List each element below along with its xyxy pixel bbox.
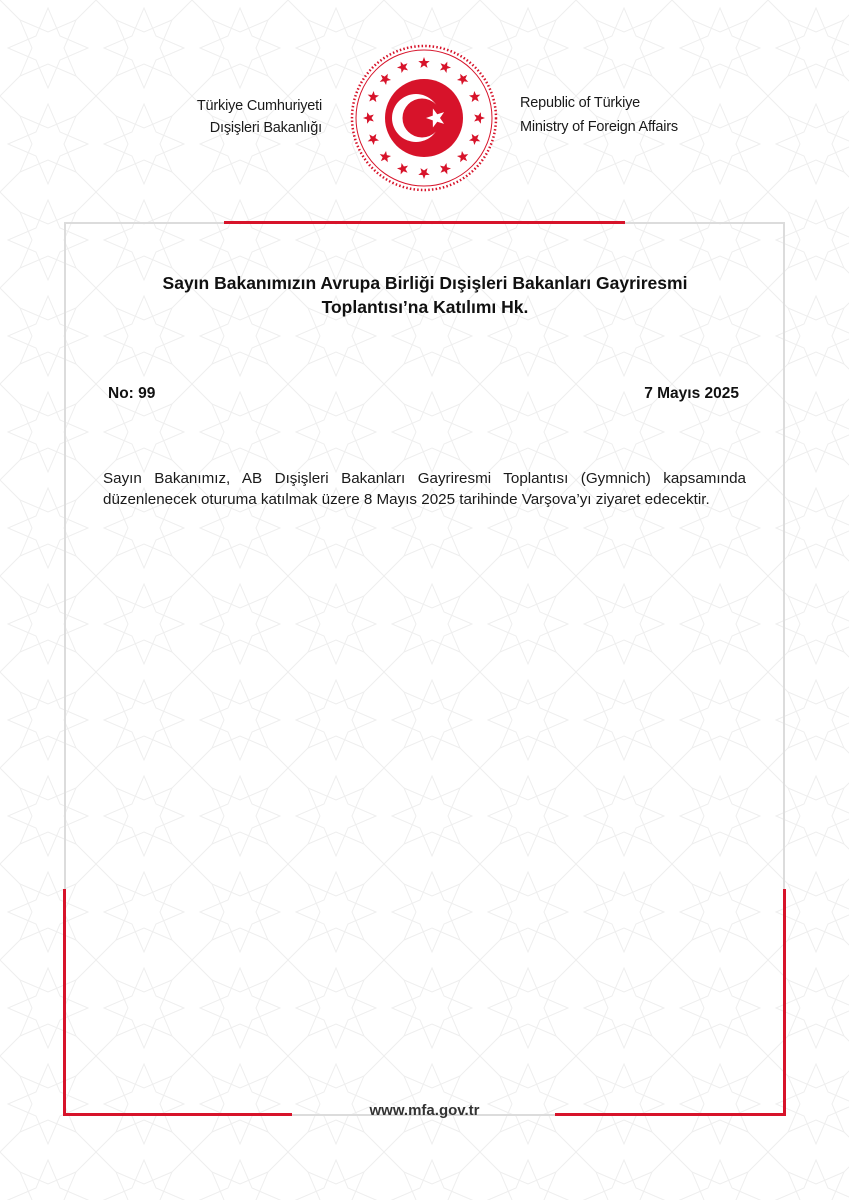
- top-grey-rule-right: [625, 222, 785, 224]
- ministry-emblem-icon: [350, 44, 498, 192]
- header-right-line1: Republic of Türkiye: [520, 95, 641, 111]
- header-right-line2: Ministry of Foreign Affairs: [520, 119, 678, 135]
- header-left-line2: Dışişleri Bakanlığı: [209, 120, 322, 136]
- document-title: [90, 271, 760, 319]
- left-grey-rule: [64, 222, 66, 889]
- top-red-rule: [224, 221, 625, 224]
- left-red-rule: [63, 889, 66, 1116]
- document-title-line1: Sayın Bakanımızın Avrupa Birliği Dışişleri Bakanları Gayriresmi: [162, 273, 688, 293]
- document-title-line2: Toplantısı’na Katılımı Hk.: [321, 297, 529, 317]
- footer-website-link[interactable]: www.mfa.gov.tr: [369, 1102, 480, 1119]
- document-body: Sayın Bakanımız, AB Dışişleri Bakanları Gayriresmi Toplantısı (Gymnich) kapsamında düzenlenecek oturuma katılmak üzere 8 Mayıs 2025 tarihinde Varşova’yı ziyaret edecektir.: [103, 470, 746, 508]
- document-date: 7 Mayıs 2025: [644, 385, 739, 402]
- document-number: No: 99: [108, 385, 156, 402]
- right-red-rule: [783, 889, 786, 1116]
- right-grey-rule: [783, 222, 785, 889]
- top-grey-rule-left: [65, 222, 224, 224]
- header-left-line1: Türkiye Cumhuriyeti: [196, 98, 322, 114]
